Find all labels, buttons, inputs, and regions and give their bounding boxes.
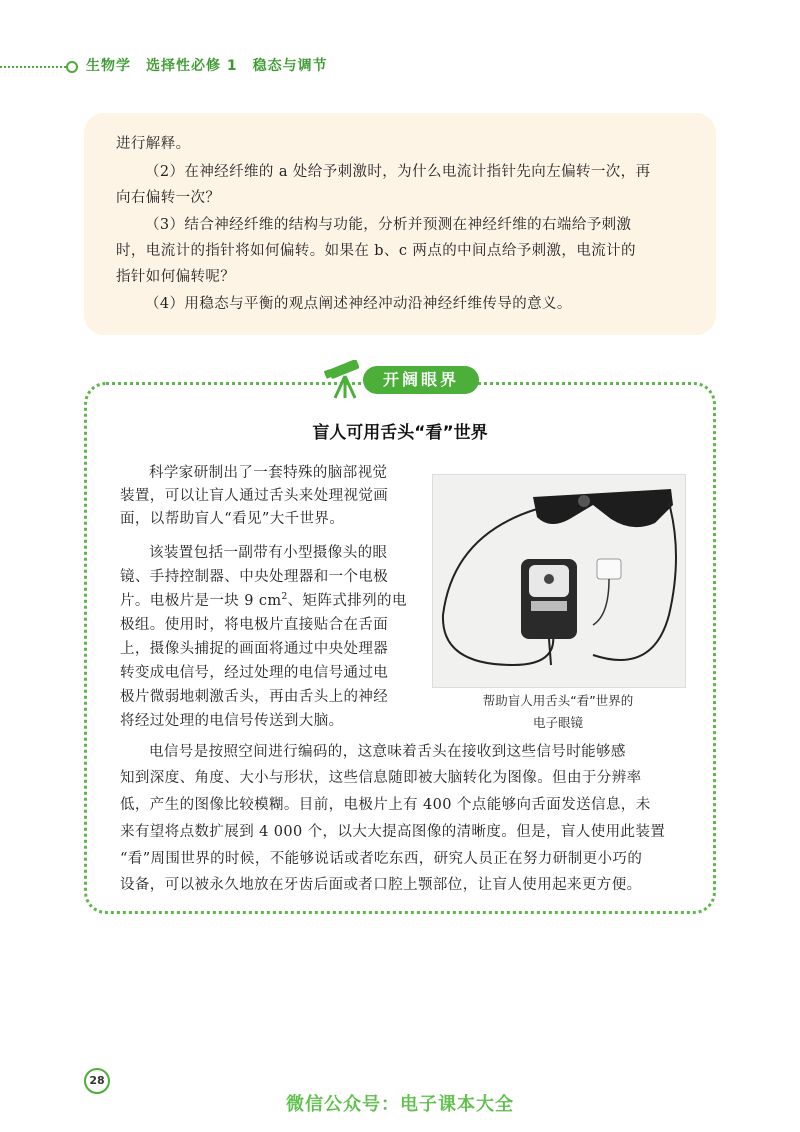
photo-caption [432,690,684,734]
caption-line: 电子眼镜 [532,715,583,730]
question-line: （4）用稳态与平衡的观点阐述神经冲动沿神经纤维传导的意义。 [145,296,572,312]
body-line: 装置，可以让盲人通过舌头来处理视觉画 [120,488,389,504]
body-line: 镜、手持控制器、中央处理器和一个电极 [120,569,389,585]
footer-watermark: 微信公众号：电子课本大全 [286,1094,514,1115]
body-text: 、矩阵式排列的电 [287,593,407,609]
body-line: 转变成电信号，经过处理的电信号通过电 [120,665,389,681]
body-line: 科学家研制出了一套特殊的脑部视觉 [149,465,388,481]
question-box [84,113,716,335]
body-text: 片。电极片是一块 9 cm [120,593,282,609]
body-line: 将经过处理的电信号传送到大脑。 [120,713,344,729]
body-line: 面，以帮助盲人“看见”大千世界。 [120,511,345,527]
body-line: 电信号是按照空间进行编码的，这意味着舌头在接收到这些信号时能够感 [149,744,626,760]
body-line: 设备，可以被永久地放在牙齿后面或者口腔上颚部位，让盲人使用起来更方便。 [120,877,642,893]
body-line-with-unit [120,590,430,613]
superscript: 2 [281,592,288,603]
body-line: “看”周围世界的时候，不能够说话或者吃东西，研究人员正在努力研制更小巧的 [120,851,643,867]
running-header [0,50,800,80]
body-line: 来有望将点数扩展到 4 000 个，以大大提高图像的清晰度。但是，盲人使用此装置 [120,824,666,840]
question-line: （3）结合神经纤维的结构与功能，分析并预测在神经纤维的右端给予刺激 [145,217,632,233]
question-line: 时，电流计的指针将如何偏转。如果在 b、c 两点的中间点给予刺激，电流计的 [116,243,636,259]
body-line: 极片微弱地刺激舌头，再由舌头上的神经 [120,689,389,705]
glasses-device-illustration [433,475,685,687]
body-line: 该装置包括一副带有小型摄像头的眼 [149,545,388,561]
header-title: 生物学 选择性必修 1 稳态与调节 [86,58,328,74]
body-line: 低，产生的图像比较模糊。目前，电极片上有 400 个点能够向舌面发送信息，未 [120,797,651,813]
question-line: （2）在神经纤维的 a 处给予刺激时，为什么电流计指针先向左偏转一次，再 [145,164,651,180]
question-line: 向右偏转一次？ [116,190,221,206]
body-line: 知到深度、角度、大小与形状，这些信息随即被大脑转化为图像。但由于分辨率 [120,770,642,786]
header-dotted-line [0,66,66,68]
question-line: 指针如何偏转呢？ [116,269,236,285]
question-line: 进行解释。 [116,136,191,152]
caption-line: 帮助盲人用舌头“看”世界的 [482,693,634,708]
section-badge [323,360,483,400]
header-circle-icon [66,61,78,73]
telescope-icon [323,360,367,400]
page-number: 28 [84,1068,110,1094]
device-photo [432,474,686,688]
body-line: 极组。使用时，将电极片直接贴合在舌面 [120,617,389,633]
article-title: 盲人可用舌头“看”世界 [312,423,488,443]
body-line: 上，摄像头捕捉的画面将通过中央处理器 [120,641,389,657]
badge-label: 开阔眼界 [363,366,479,394]
